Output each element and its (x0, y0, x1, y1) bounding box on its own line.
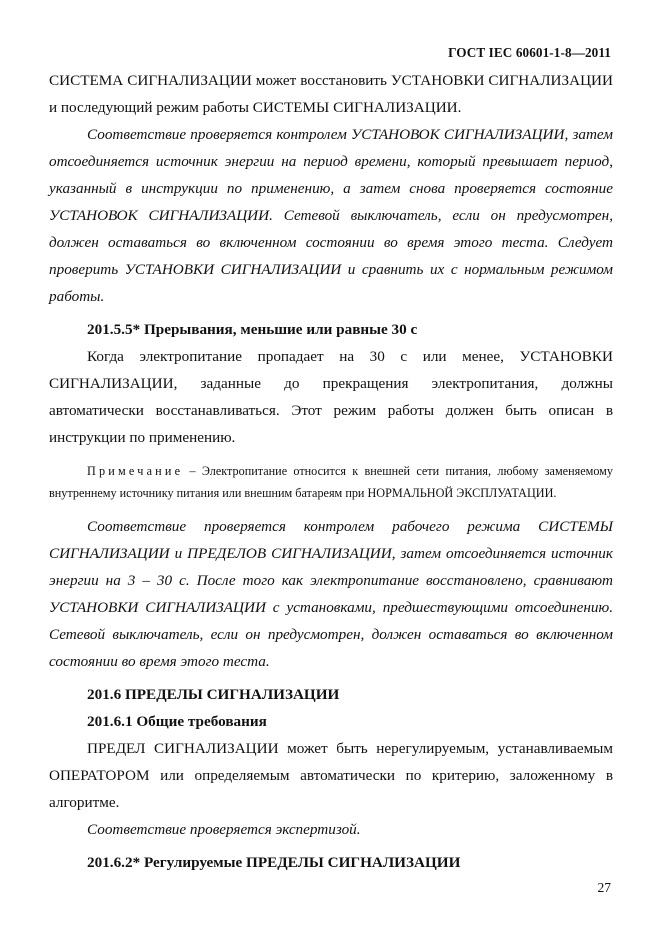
paragraph-compliance-check-limits: Соответствие проверяется контролем рабочего режима СИСТЕМЫ СИГНАЛИЗАЦИИ и ПРЕДЕЛОВ СИГНАЛИЗАЦИИ, затем отсоединяется источник энергии на 3 – 30 с. После того как электропитание восстановлено, сравнивают УСТАНОВКИ СИГНАЛИЗАЦИИ с установками, предшествующими отсоединению. Сетевой выключатель, если он предусмотрен, должен оставаться во включенном состоянии во время этого теста. (49, 518, 613, 670)
document-header: ГОСТ IEC 60601-1-8—2011 (448, 45, 611, 60)
section-heading-201-5-5: 201.5.5* Прерывания, меньшие или равные 30 с (87, 321, 418, 338)
spacer (49, 451, 613, 460)
paragraph-power-interruption: Когда электропитание пропадает на 30 с или менее, УСТАНОВКИ СИГНАЛИЗАЦИИ, заданные до прекращения электропитания, должны автоматически восстанавливаться. Этот режим работы должен быть описан в инструкции по применению. (49, 348, 613, 446)
document-content (49, 67, 613, 876)
note-power-supply (49, 460, 613, 504)
paragraph-alarm-limit-types: ПРЕДЕЛ СИГНАЛИЗАЦИИ может быть нерегулируемым, устанавливаемым ОПЕРАТОРОМ или определяемым автоматически по критерию, заложенному в алгоритме. (49, 740, 613, 811)
spacer (49, 504, 613, 513)
section-heading-201-6-2: 201.6.2* Регулируемые ПРЕДЕЛЫ СИГНАЛИЗАЦИИ (87, 854, 461, 871)
note-text: – Электропитание относится к внешней сети питания, любому заменяемому внутреннему источнику питания или внешним батареям при НОРМАЛЬНОЙ ЭКСПЛУАТАЦИИ. (49, 464, 613, 500)
paragraph-compliance-check-settings: Соответствие проверяется контролем УСТАНОВОК СИГНАЛИЗАЦИИ, затем отсоединяется источник энергии на период времени, который превышает период, указанный в инструкции по применению, а затем снова проверяется состояние УСТАНОВОК СИГНАЛИЗАЦИИ. Сетевой выключатель, если он предусмотрен, должен оставаться во включенном состоянии во время этого теста. Следует проверить УСТАНОВКИ СИГНАЛИЗАЦИИ и сравнить их с нормальным режимом работы. (49, 126, 613, 305)
section-heading-201-6: 201.6 ПРЕДЕЛЫ СИГНАЛИЗАЦИИ (87, 686, 340, 703)
paragraph-compliance-expertise: Соответствие проверяется экспертизой. (87, 821, 361, 838)
page-number: 27 (597, 880, 611, 895)
note-label: Примечание (87, 464, 184, 478)
section-heading-201-6-1: 201.6.1 Общие требования (87, 713, 267, 730)
paragraph-alarm-system-restore: СИСТЕМА СИГНАЛИЗАЦИИ может восстановить УСТАНОВКИ СИГНАЛИЗАЦИИ и последующий режим работы СИСТЕМЫ СИГНАЛИЗАЦИИ. (49, 72, 613, 116)
